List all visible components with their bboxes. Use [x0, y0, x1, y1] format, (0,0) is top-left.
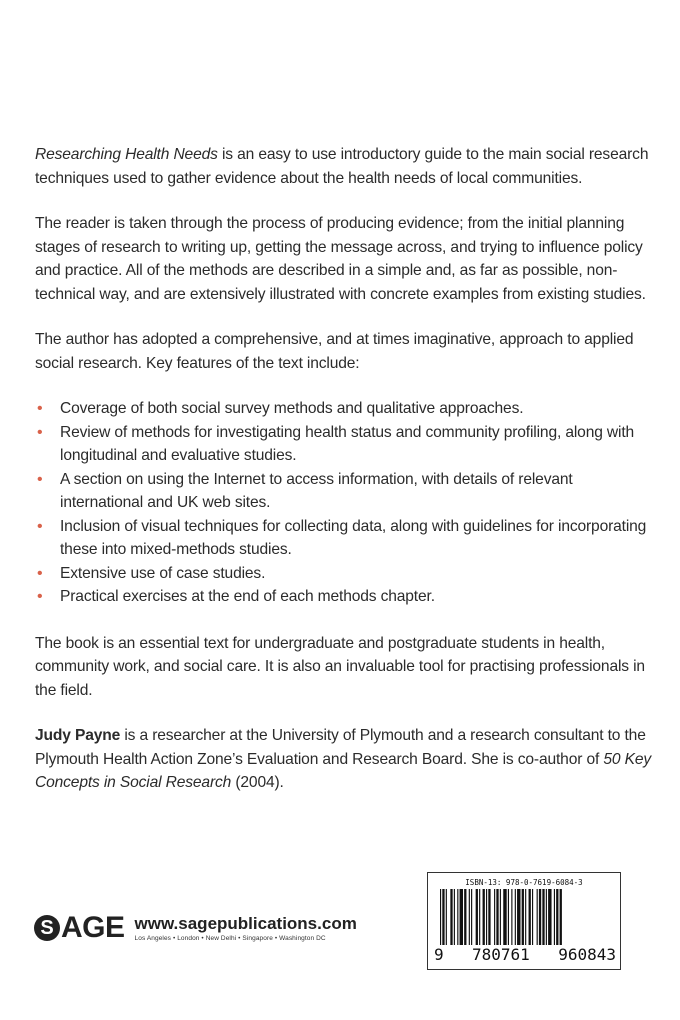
sage-wordmark: AGE	[61, 911, 125, 944]
bullet-icon: •	[37, 564, 43, 582]
list-item-text: A section on using the Internet to access information, with details of relevant international and UK web sites.	[60, 470, 573, 511]
list-item	[35, 468, 653, 515]
list-item-text: Extensive use of case studies.	[60, 564, 266, 582]
publisher-cities: Los Angeles • London • New Delhi • Singapore • Washington DC	[134, 934, 326, 942]
list-item	[35, 585, 653, 609]
intro-text: is an easy to use introductory guide to the main social research techniques used to gather evidence about the health needs of local communities.	[35, 146, 649, 187]
bullet-icon: •	[37, 423, 43, 441]
barcode-digits	[434, 945, 616, 964]
author-name: Judy Payne	[35, 727, 121, 744]
features-list	[35, 397, 653, 609]
barcode-bars-icon	[440, 889, 608, 951]
list-item-text: Practical exercises at the end of each methods chapter.	[60, 588, 435, 605]
author-bio: is a researcher at the University of Plymouth and a research consultant to the Plymouth Health Action Zone’s Evaluation and Research Board. She is co-author of	[35, 727, 646, 768]
author-paragraph	[35, 724, 653, 795]
coauthored-book-title: 50 Key Concepts in Social Research	[35, 750, 651, 791]
barcode	[427, 872, 621, 970]
list-item-text: Review of methods for investigating health status and community profiling, along with longitudinal and evaluative studies.	[60, 423, 635, 464]
list-item-text: Inclusion of visual techniques for collecting data, along with guidelines for incorporating these into mixed-methods studies.	[60, 517, 647, 558]
features-intro-paragraph: The author has adopted a comprehensive, and at times imaginative, approach to applied social research. Key features of the text include:	[35, 331, 634, 372]
bullet-icon: •	[37, 517, 43, 535]
list-item	[35, 421, 653, 468]
bullet-icon: •	[37, 400, 43, 417]
publisher-info	[135, 915, 357, 942]
audience-paragraph: The book is an essential text for undergraduate and postgraduate students in health, community work, and social care. It is also an invaluable tool for practising professionals in the field.	[35, 634, 645, 699]
list-item	[35, 397, 653, 421]
book-title: Researching Health Needs	[35, 146, 218, 163]
back-cover-text	[35, 143, 653, 817]
author-bio-end: (2004).	[231, 774, 284, 791]
publisher-block	[34, 906, 357, 950]
barcode-digits-left: 780761	[472, 945, 530, 964]
list-item	[35, 515, 653, 562]
intro-paragraph	[35, 143, 653, 190]
isbn-label: ISBN-13: 978-0-7619-6084-3	[465, 878, 583, 887]
list-item	[35, 562, 653, 586]
barcode-digits-right: 960843	[558, 945, 616, 964]
publisher-url[interactable]: www.sagepublications.com	[134, 913, 357, 933]
list-item-text: Coverage of both social survey methods and qualitative approaches.	[60, 400, 524, 417]
process-paragraph: The reader is taken through the process of producing evidence; from the initial planning stages of research to writing up, getting the message across, and trying to influence policy and practice. All of the methods are described in a simple and, as far as possible, non-technical way, and are extensively illustrated with concrete examples from existing studies.	[35, 215, 646, 303]
bullet-icon: •	[37, 470, 43, 488]
bullet-icon: •	[37, 588, 43, 605]
sage-logo	[34, 913, 125, 943]
barcode-digit-prefix: 9	[434, 945, 444, 964]
sage-logo-icon: S	[34, 915, 60, 941]
